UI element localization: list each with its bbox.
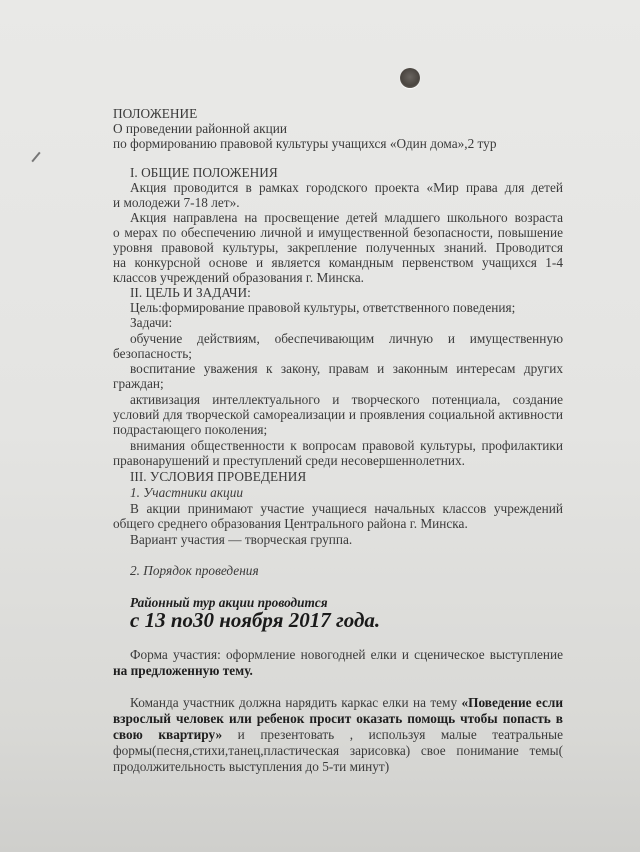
- paragraph-line: [113, 361, 563, 376]
- subsection-heading: [113, 563, 563, 578]
- doc-title: [113, 106, 563, 121]
- section-heading: [113, 285, 563, 300]
- text-run: безопасность;: [113, 346, 192, 361]
- paragraph-line: [113, 727, 563, 742]
- paragraph-line: [113, 743, 563, 758]
- text-run: Акция проводится в рамках городского проекта «Мир права для детей: [130, 180, 563, 195]
- text-run: «Поведение если: [461, 695, 563, 710]
- doc-subtitle: [113, 121, 563, 136]
- paragraph-line: [113, 647, 563, 662]
- paragraph-line: [113, 270, 563, 285]
- text-run: III. УСЛОВИЯ ПРОВЕДЕНИЯ: [130, 469, 307, 484]
- paragraph-line: [113, 407, 563, 422]
- paragraph-line: [113, 759, 563, 774]
- paragraph-line: [113, 346, 563, 361]
- punch-hole: [400, 68, 420, 88]
- text-run: активизация интеллектуального и творческого потенциала, создание: [130, 392, 563, 407]
- paragraph-line: [113, 663, 563, 678]
- text-run: о мерах по обеспечению личной и имущественной безопасности, повышение: [113, 225, 563, 240]
- text-run: II. ЦЕЛЬ И ЗАДАЧИ:: [130, 285, 251, 300]
- text-run: продолжительность выступления до 5-ти минут): [113, 759, 390, 774]
- text-run: подрастающего поколения;: [113, 422, 268, 437]
- text-run: уровня правовой культуры, закрепление полученных знаний. Проводится: [113, 240, 563, 255]
- text-run: классов учреждений образования г. Минска.: [113, 270, 364, 285]
- paragraph-line: [113, 331, 563, 346]
- text-run: Районный тур акции проводится: [130, 595, 328, 610]
- paragraph-line: [113, 210, 563, 225]
- paragraph-line: [113, 501, 563, 516]
- paragraph-line: [113, 300, 563, 315]
- paragraph-line: [113, 438, 563, 453]
- text-run: и молодежи 7-18 лет».: [113, 195, 240, 210]
- text-run: условий для творческой самореализации и проявления социальной активности: [113, 407, 563, 422]
- paragraph-line: [113, 180, 563, 195]
- text-run: О проведении районной акции: [113, 121, 287, 136]
- text-run: воспитание уважения к закону, правам и законным интересам других: [130, 361, 563, 376]
- text-run: обучение действиям, обеспечивающим личную и имущественную: [130, 331, 563, 346]
- paragraph-line: [113, 315, 563, 330]
- text-run: с 13 по30 ноября 2017 года.: [130, 608, 381, 632]
- text-run: и презентовать , используя малые театральные: [222, 727, 563, 742]
- paragraph-line: [113, 711, 563, 726]
- text-run: Форма участия: оформление новогодней елки и сценическое выступление: [130, 647, 563, 662]
- text-run: Вариант участия — творческая группа.: [130, 532, 353, 547]
- text-run: 1. Участники акции: [130, 485, 243, 500]
- paragraph-line: [113, 516, 563, 531]
- text-run: свою квартиру»: [113, 727, 223, 742]
- paragraph-line: [113, 422, 563, 437]
- paragraph-line: [113, 695, 563, 710]
- event-dates: [130, 608, 580, 632]
- paragraph-line: [113, 376, 563, 391]
- text-run: Задачи:: [130, 315, 173, 330]
- text-run: Цель:формирование правовой культуры, ответственного поведения;: [130, 300, 516, 315]
- section-heading: [113, 469, 563, 484]
- text-run: правонарушений и преступлений среди несовершеннолетних.: [113, 453, 465, 468]
- paragraph-line: [113, 453, 563, 468]
- pen-mark: [31, 152, 40, 162]
- text-run: Акция направлена на просвещение детей младшего школьного возраста: [130, 210, 563, 225]
- text-run: взрослый человек или ребенок просит оказать помощь чтобы попасть в: [113, 711, 563, 726]
- text-run: граждан;: [113, 376, 164, 391]
- doc-subtitle: [113, 136, 563, 151]
- paragraph-line: [113, 225, 563, 240]
- text-run: Команда участник должна нарядить каркас елки на тему: [130, 695, 462, 710]
- text-run: на конкурсной основе и является командным первенством учащихся 1-4: [113, 255, 563, 270]
- text-run: I. ОБЩИЕ ПОЛОЖЕНИЯ: [130, 165, 278, 180]
- paragraph-line: [113, 195, 563, 210]
- text-run: по формированию правовой культуры учащихся «Один дома»,2 тур: [113, 136, 497, 151]
- paragraph-line: [113, 240, 563, 255]
- text-run: 2. Порядок проведения: [130, 563, 259, 578]
- section-heading: [113, 165, 563, 180]
- text-run: на предложенную тему.: [113, 663, 253, 678]
- text-run: В акции принимают участие учащиеся начальных классов учреждений: [130, 501, 563, 516]
- subsection-heading: [113, 485, 563, 500]
- text-run: общего среднего образования Центрального района г. Минска.: [113, 516, 468, 531]
- paragraph-line: [113, 255, 563, 270]
- paragraph-line: [113, 532, 563, 547]
- text-run: внимания общественности к вопросам правовой культуры, профилактики: [130, 438, 563, 453]
- paragraph-line: [113, 392, 563, 407]
- text-run: формы(песня,стихи,танец,пластическая зарисовка) свое понимание темы(: [113, 743, 563, 758]
- text-run: ПОЛОЖЕНИЕ: [113, 106, 198, 121]
